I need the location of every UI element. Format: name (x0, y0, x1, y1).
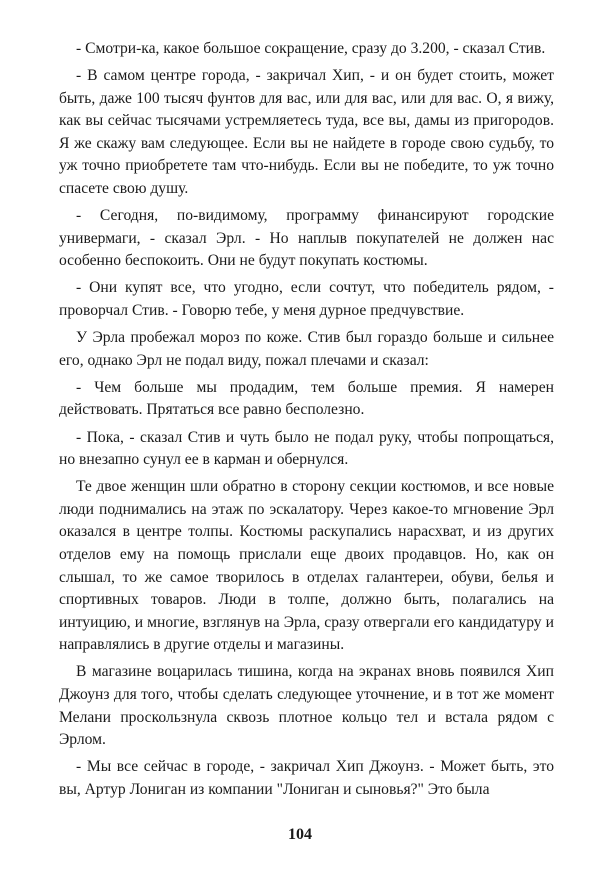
paragraph: - Сегодня, по-видимому, программу финансируют городские универмаги, - сказал Эрл. - Но наплыв покупателей не должен нас особенно беспокоить. Они не будут покупать костюмы. (59, 207, 554, 270)
paragraph: - Смотри-ка, какое большое сокращение, сразу до 3.200, - сказал Стив. (76, 40, 546, 57)
paragraph: - Они купят все, что угодно, если сочтут, что победитель рядом, - проворчал Стив. - Говорю тебе, у меня дурное предчувствие. (59, 279, 554, 320)
paragraph: Те двое женщин шли обратно в сторону секции костюмов, и все новые люди поднимались на этаж по эскалатору. Через какое-то мгновение Эрл оказался в центре толпы. Костюмы раскупались нарасхват, и из других отделов ему на помощь прислали еще двоих продавцов. Но, как он слышал, то же самое творилось в отделах галантереи, обуви, белья и спортивных товаров. Люди в толпе, должно быть, полагались на интуицию, и многие, взглянув на Эрла, сразу отвергали его кандидатуру и направлялись в другие отделы и магазины. (59, 478, 554, 654)
paragraph: - Мы все сейчас в городе, - закричал Хип Джоунз. - Может быть, это вы, Артур Лониган из компании "Лониган и сыновья?" Это была (59, 758, 554, 798)
paragraph: - В самом центре города, - закричал Хип, - и он будет стоить, может быть, даже 100 тысяч фунтов для вас, или для вас, или для вас. О, я вижу, как вы сейчас тысячами устремляетесь туда, все вы, дамы из пригородов. Я же скажу вам следующее. Если вы не найдете в городе свою судьбу, то уж точно приобретете там что-нибудь. Если вы не победите, то уж точно спасете свою душу. (59, 67, 554, 198)
paragraph: - Пока, - сказал Стив и чуть было не подал руку, чтобы попрощаться, но внезапно сунул ее в карман и обернулся. (59, 428, 554, 469)
page-text-block (59, 38, 554, 806)
paragraph: В магазине воцарилась тишина, когда на экранах вновь появился Хип Джоунз для того, чтобы сделать следующее уточнение, и в тот же момент Мелани проскользнула сквозь плотное кольцо тел и встала рядом с Эрлом. (59, 663, 554, 749)
paragraph: - Чем больше мы продадим, тем больше премия. Я намерен действовать. Прятаться все равно бесполезно. (59, 378, 554, 419)
page-number: 104 (288, 826, 312, 843)
paragraph: У Эрла пробежал мороз по коже. Стив был гораздо больше и сильнее его, однако Эрл не подал виду, пожал плечами и сказал: (59, 329, 554, 369)
